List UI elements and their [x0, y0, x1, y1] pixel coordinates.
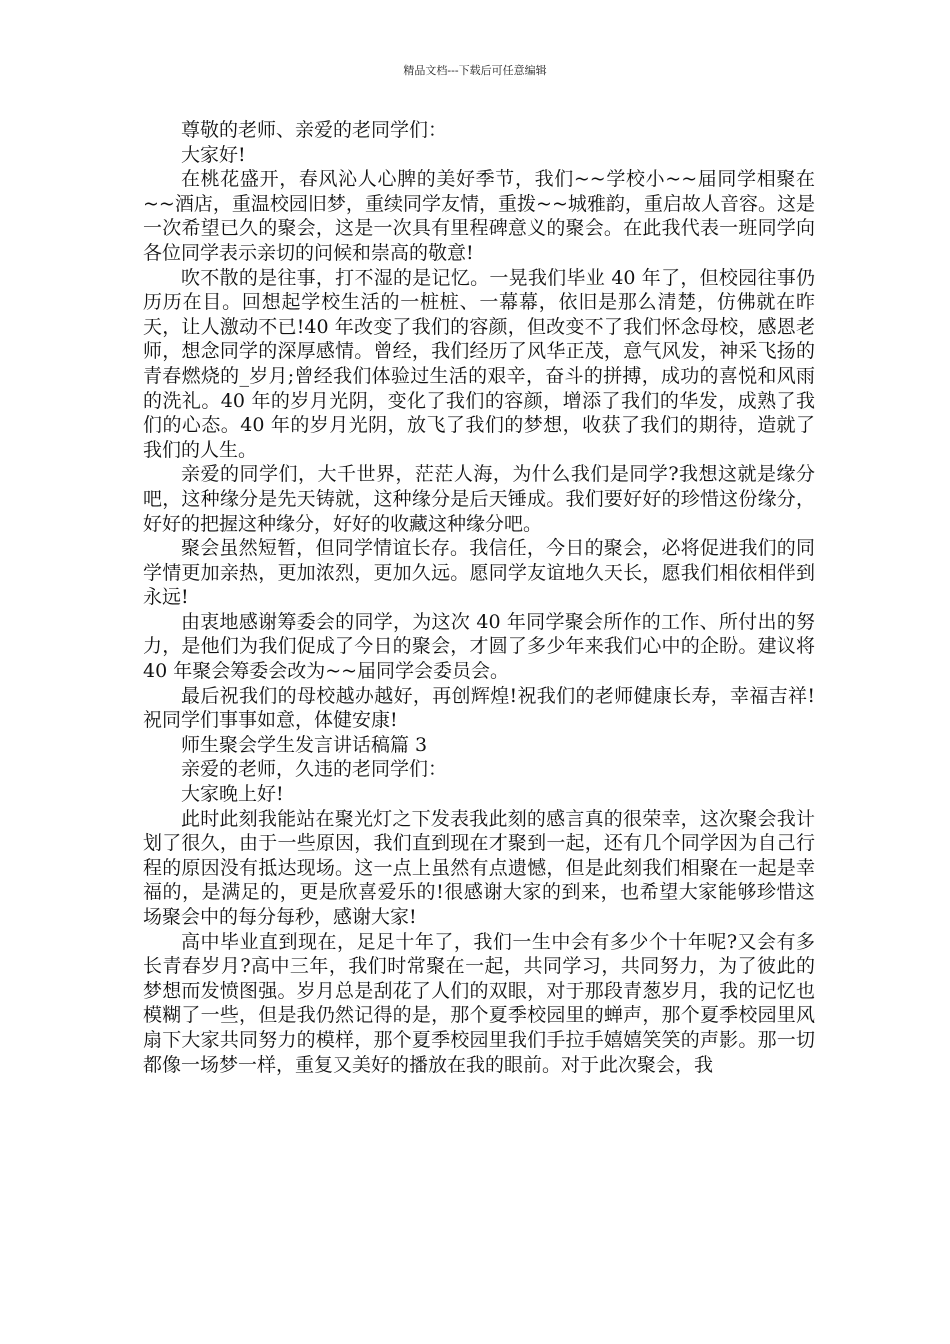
greeting-line: 亲爱的老师，久违的老同学们：	[181, 758, 448, 781]
paragraph: 在桃花盛开，春风沁人心脾的美好季节，我们~~学校小~~届同学相聚在~~酒店，重温校园旧梦，重续同学友情，重拨~~城雅韵，重启故人音容。这是一次希望已久的聚会，这是一次具有里程碑意义的聚会。在此我代表一班同学向各位同学表示亲切的问候和崇高的敬意!	[143, 168, 815, 264]
greeting-line: 大家好!	[181, 143, 246, 166]
document-body	[143, 118, 815, 1077]
paragraph: 吹不散的是往事，打不湿的是记忆。一晃我们毕业 40 年了，但校园往事仍历历在目。回想起学校生活的一桩桩、一幕幕，依旧是那么清楚，仿佛就在昨天，让人激动不已!40 年改变了我们的容颜，但改变不了我们怀念母校，感恩老师，想念同学的深厚感情。曾经，我们经历了风华正茂，意气风发，神采飞扬的青春燃烧的_岁月;曾经我们体验过生活的艰辛，奋斗的拼搏，成功的喜悦和风雨的洗礼。40 年的岁月光阴，变化了我们的容颜，增添了我们的华发，成熟了我们的心态。40 年的岁月光阴，放飞了我们的梦想，收获了我们的期待，造就了我们的人生。	[143, 266, 815, 461]
paragraph: 聚会虽然短暂，但同学情谊长存。我信任，今日的聚会，必将促进我们的同学情更加亲热，更加浓烈，更加久远。愿同学友谊地久天长，愿我们相依相伴到永远!	[143, 537, 815, 609]
page-header: 精品文档---下载后可任意编辑	[403, 64, 547, 77]
section-title: 师生聚会学生发言讲话稿篇 3	[181, 733, 428, 756]
paragraph: 亲爱的同学们，大千世界，茫茫人海，为什么我们是同学?我想这就是缘分吧，这种缘分是先天铸就，这种缘分是后天锤成。我们要好好的珍惜这份缘分，好好的把握这种缘分，好好的收藏这种缘分吧。	[143, 463, 815, 535]
paragraph: 此时此刻我能站在聚光灯之下发表我此刻的感言真的很荣幸，这次聚会我计划了很久，由于一些原因，我们直到现在才聚到一起，还有几个同学因为自己行程的原因没有抵达现场。这一点上虽然有点遗憾，但是此刻我们相聚在一起是幸福的，是满足的，更是欣喜爱乐的!很感谢大家的到来，也希望大家能够珍惜这场聚会中的每分每秒，感谢大家!	[143, 807, 815, 928]
greeting-line: 尊敬的老师、亲爱的老同学们：	[181, 119, 448, 141]
paragraph: 高中毕业直到现在，足足十年了，我们一生中会有多少个十年呢?又会有多长青春岁月?高中三年，我们时常聚在一起，共同学习，共同努力，为了彼此的梦想而发愤图强。岁月总是刮花了人们的双眼，对于那段青葱岁月，我的记忆也模糊了一些，但是我仍然记得的是，那个夏季校园里的蝉声，那个夏季校园里风扇下大家共同努力的模样，那个夏季校园里我们手拉手嬉嬉笑笑的声影。那一切都像一场梦一样，重复又美好的播放在我的眼前。对于此次聚会，我	[143, 930, 815, 1076]
paragraph: 最后祝我们的母校越办越好，再创辉煌!祝我们的老师健康长寿，幸福吉祥!祝同学们事事如意，体健安康!	[143, 684, 815, 732]
paragraph: 由衷地感谢筹委会的同学，为这次 40 年同学聚会所作的工作、所付出的努力，是他们为我们促成了今日的聚会，才圆了多少年来我们心中的企盼。建议将 40 年聚会筹委会改为~~届同学会委员会。	[143, 610, 815, 683]
greeting-line: 大家晚上好!	[181, 783, 284, 806]
